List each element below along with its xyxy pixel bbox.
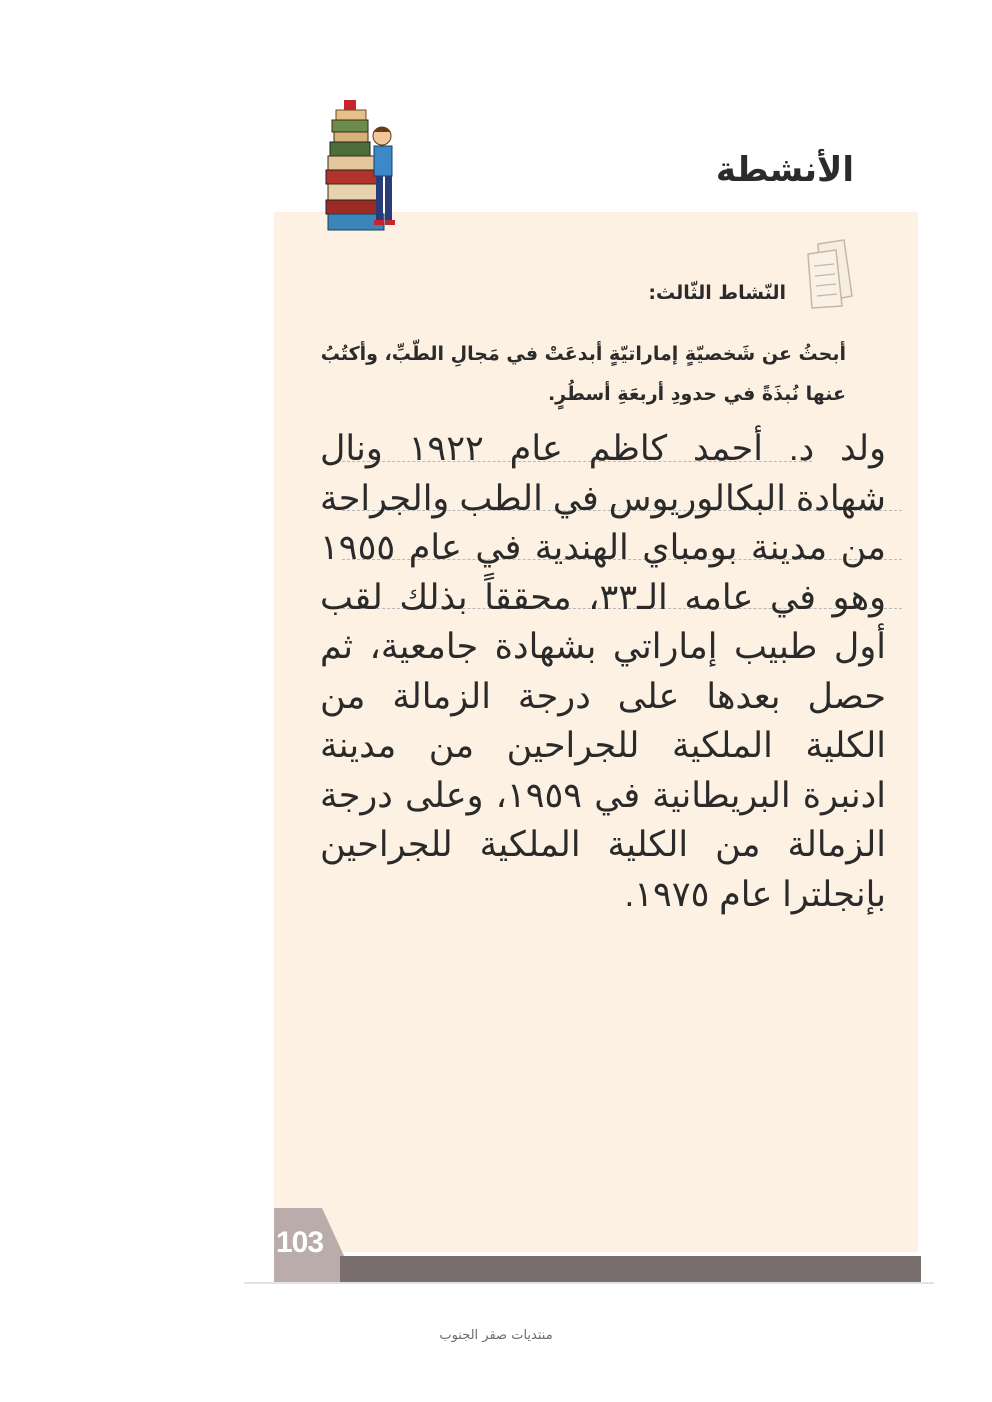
answer-text: ولد د. أحمد كاظم عام ١٩٢٢ ونال شهادة البكالوريوس في الطب والجراحة من مدينة بومباي الهندية في عام ١٩٥٥ وهو في عامه الـ٣٣، محققاً بذلك لقب أول طبيب إماراتي بشهادة جامعية، ثم حصل بعدها على درجة الزمالة من الكلية الملكية للجراحين من مدينة ادنبرة البريطانية في ١٩٥٩، وعلى درجة الزمالة من الكلية الملكية للجراحين بإنجلترا عام ١٩٧٥.	[320, 429, 886, 914]
footer-band	[340, 1256, 921, 1282]
page-edge	[244, 1282, 934, 1284]
activity-instruction: أبحثُ عن شَخصيّةٍ إماراتيّةٍ أبدعَتْ في مَجالِ الطّبِّ، وأكتُبُ عنها نُبذَةً في حدودِ أربعَةِ أسطُرٍ.	[320, 343, 846, 405]
books-stack-child-icon	[322, 92, 432, 238]
page-title: الأنشطة	[715, 150, 854, 190]
page-number: 103	[276, 1226, 324, 1259]
watermark: منتديات صقر الجنوب	[439, 1328, 553, 1343]
activity-title: النّشاط الثّالث:	[648, 282, 786, 304]
papers-icon	[800, 236, 862, 310]
